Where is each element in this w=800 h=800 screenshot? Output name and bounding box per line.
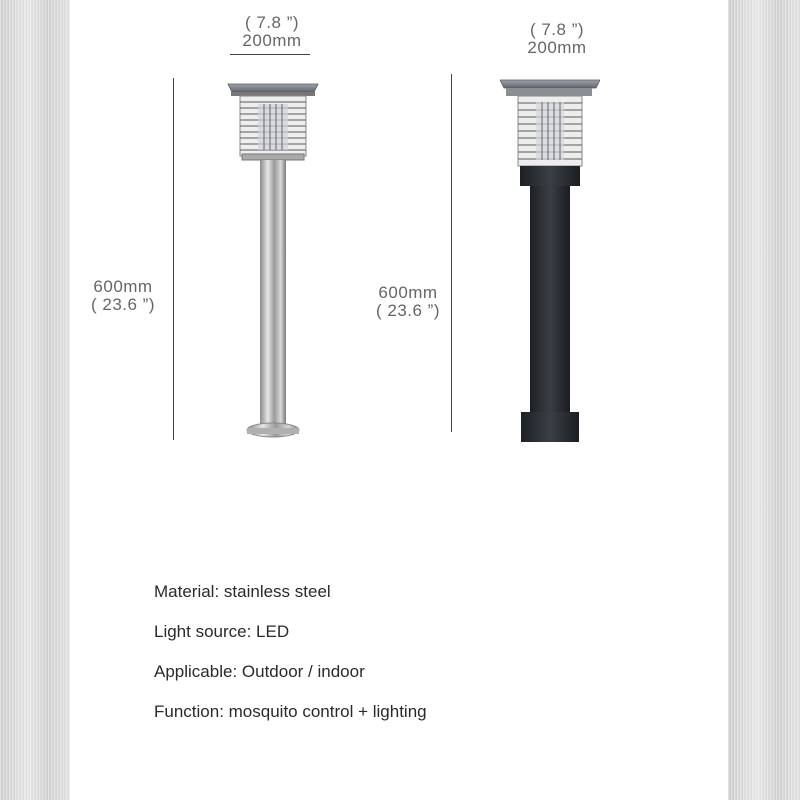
right-height-line — [451, 74, 452, 432]
right-height-inch: ( 23.6 ”) — [375, 301, 441, 320]
right-width-mm: 200mm — [527, 38, 587, 57]
black-post-lamp-image — [500, 76, 600, 442]
right-height-dimension — [363, 284, 453, 320]
left-width-dimension — [222, 14, 322, 50]
brushed-metal-background-left — [0, 0, 70, 800]
left-height-inch: ( 23.6 ”) — [90, 295, 156, 314]
right-width-inch: ( 7.8 ”) — [529, 20, 585, 39]
spec-function: Function: mosquito control + lighting — [154, 702, 427, 721]
left-height-dimension — [78, 278, 168, 314]
spec-applicable: Applicable: Outdoor / indoor — [154, 662, 365, 681]
spec-light-source: Light source: LED — [154, 622, 290, 641]
brushed-metal-background-right — [728, 0, 800, 800]
left-height-line — [173, 78, 174, 440]
right-height-mm: 600mm — [378, 283, 438, 302]
stainless-steel-lamp-image — [218, 76, 328, 446]
left-height-mm: 600mm — [93, 277, 153, 296]
spec-material: Material: stainless steel — [154, 582, 331, 601]
left-width-mm: 200mm — [242, 31, 302, 50]
left-width-line — [230, 54, 310, 55]
right-width-dimension — [507, 21, 607, 57]
left-width-inch: ( 7.8 ”) — [244, 13, 300, 32]
